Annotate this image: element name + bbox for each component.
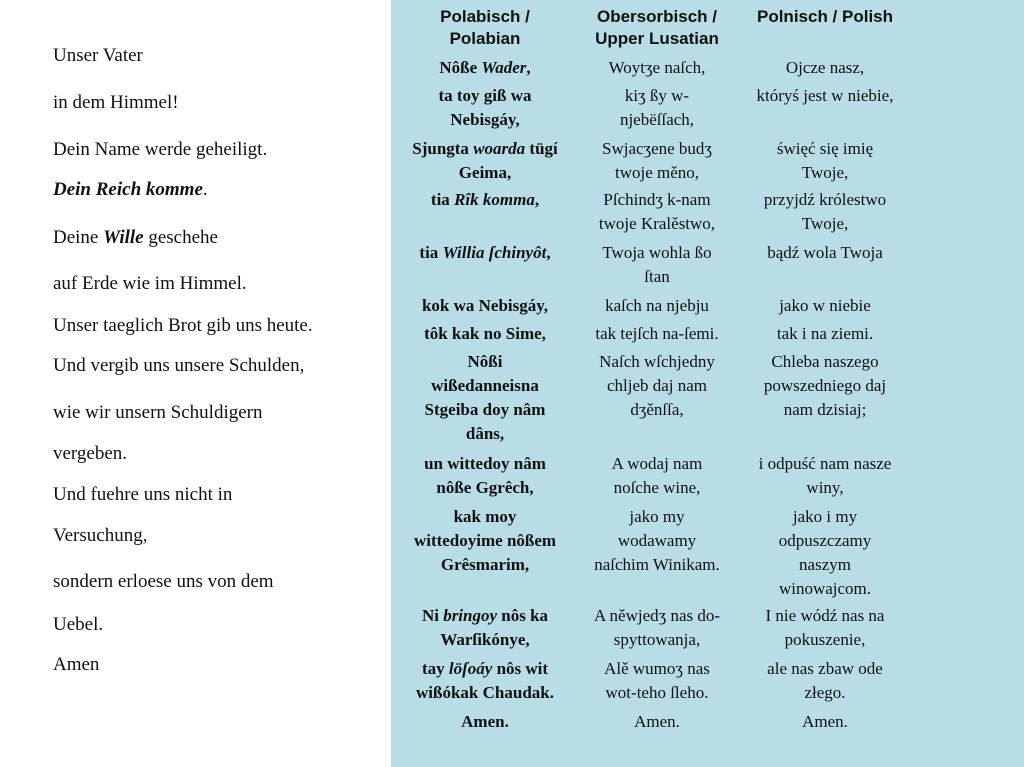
polish-line: ale nas zbaw ode złego. [767, 659, 883, 702]
polabian-line: Ni bringoy nôs ka Warſikónye, [421, 606, 549, 649]
german-line: Amen [53, 654, 100, 675]
polabian-line: kak moy wittedoyime nôßem Grêsmarim, [413, 507, 557, 574]
polish-line: święć się imię Twoje, [776, 139, 874, 182]
polabian-line: tôk kak no Sime, [424, 324, 546, 343]
polabian-line: Amen. [461, 712, 509, 731]
german-line: auf Erde wie im Himmel. [53, 273, 247, 294]
polabian-line: kok wa Nebisgáy, [421, 296, 549, 315]
german-line: wie wir unsern Schuldigern [53, 402, 263, 423]
upper-sorbian-line: Amen. [634, 712, 680, 731]
polish-line: Amen. [802, 712, 848, 731]
polish-line: Chleba naszego powszedniego daj nam dzisiaj; [763, 352, 887, 419]
upper-sorbian-line: Twoja wohla ßo ſtan [602, 243, 712, 286]
polish-line: któryś jest w niebie, [756, 86, 894, 105]
upper-sorbian-line: Naſch wſchjedny chljeb daj nam dʒěnſſa, [599, 352, 715, 419]
polabian-line: tia Willia ſchinyôt, [419, 243, 551, 262]
german-line: sondern erloese uns von dem [53, 571, 274, 592]
polabian-line: Nôße Wader, [439, 58, 531, 77]
polabian-line: un wittedoy nâm nôße Ggrêch, [424, 454, 546, 497]
upper-sorbian-line: A něwjedʒ nas do- spyttowanja, [593, 606, 721, 649]
german-line: Dein Reich komme. [53, 179, 208, 200]
upper-sorbian-line: kaſch na njebju [605, 296, 709, 315]
upper-sorbian-header: Obersorbisch / Upper Lusatian [595, 7, 719, 48]
upper-sorbian-line: Woytʒe naſch, [608, 58, 706, 77]
polish-line: jako w niebie [779, 296, 871, 315]
upper-sorbian-line: Swjacʒene budʒ twoje měno, [602, 139, 712, 182]
german-line: vergeben. [53, 443, 128, 464]
german-line: Versuchung, [53, 525, 148, 546]
polabian-line: Sjungta woarda tügí Geima, [412, 139, 558, 182]
polish-line: Ojcze nasz, [785, 58, 865, 77]
upper-sorbian-line: A wodaj nam noſche wine, [611, 454, 703, 497]
german-line: Deine Wille geschehe [53, 227, 218, 248]
german-line: Und fuehre uns nicht in [53, 484, 233, 505]
polish-line: jako i my odpuszczamy naszym winowajcom. [778, 507, 872, 598]
german-line: in dem Himmel! [53, 92, 179, 113]
polish-header: Polnisch / Polish [756, 7, 894, 26]
german-line: Unser taeglich Brot gib uns heute. [53, 315, 313, 336]
polish-line: I nie wódź nas na pokuszenie, [765, 606, 885, 649]
polabian-line: Nôßi wißedanneisna Stgeiba doy nâm dâns, [424, 352, 546, 443]
polish-line: i odpuść nam nasze winy, [758, 454, 892, 497]
upper-sorbian-line: jako my wodawamy naſchim Winikam. [594, 507, 720, 574]
upper-sorbian-line: Alě wumoʒ nas wot-teho ſleho. [604, 659, 710, 702]
upper-sorbian-line: Pſchindʒ k-nam twoje Kralěstwo, [598, 190, 716, 233]
polish-line: przyjdź królestwo Twoje, [763, 190, 887, 233]
german-line: Unser Vater [53, 45, 143, 66]
polish-line: bądź wola Twoja [767, 243, 883, 262]
german-line: Uebel. [53, 614, 104, 635]
german-line: Und vergib uns unsere Schulden, [53, 355, 305, 376]
polabian-line: tay löſoáy nôs wit wißókak Chaudak. [416, 659, 554, 702]
polabian-line: tia Rîk komma, [430, 190, 540, 209]
polabian-header: Polabisch / Polabian [440, 7, 530, 48]
upper-sorbian-line: kiʒ ßy w- njebëſſach, [619, 86, 695, 129]
polabian-line: ta toy giß wa Nebisgáy, [438, 86, 532, 129]
german-line: Dein Name werde geheiligt. [53, 139, 268, 160]
polish-line: tak i na ziemi. [776, 324, 874, 343]
upper-sorbian-line: tak tejſch na-ſemi. [595, 324, 719, 343]
